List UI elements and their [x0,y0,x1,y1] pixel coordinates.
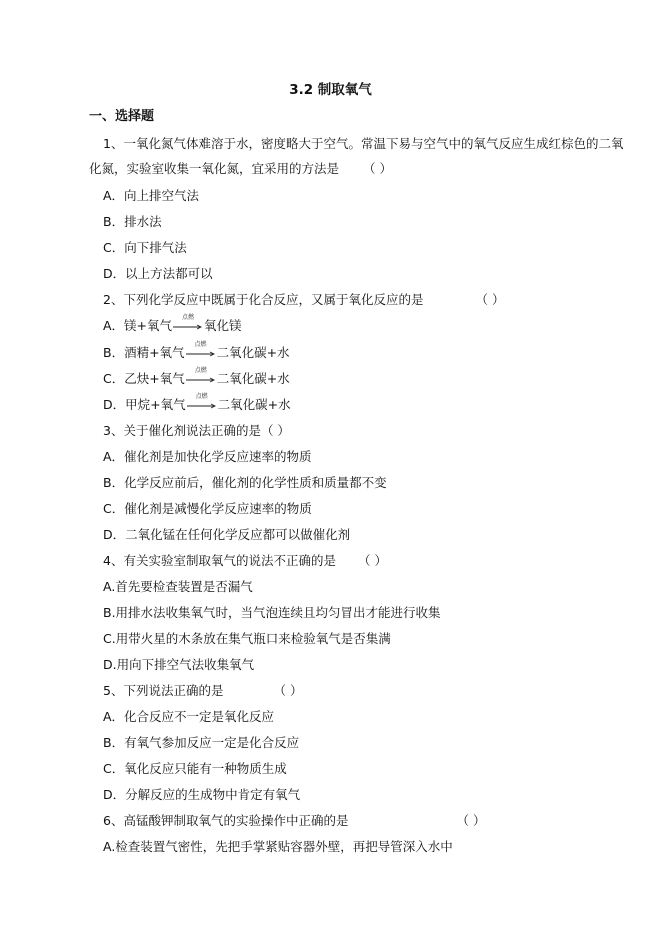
q1-stem-line1: 1、一氧化氮气体难溶于水，密度略大于空气。常温下易与空气中的氧气反应生成红棕色的二氧 [103,136,624,151]
q1-option-d: D．以上方法都可以 [103,266,213,281]
reaction-condition: 点燃 [182,314,195,321]
reaction-arrow-icon [186,367,216,385]
q2-d-reactants: D．甲烷+氧气 [103,397,186,412]
q5-option-c: C．氧化反应只能有一种物质生成 [103,761,287,776]
q2-stem [103,292,504,308]
q5-stem-text: 5、下列说法正确的是 [103,683,224,698]
q4-stem [103,553,387,569]
q3-stem: 3、关于催化剂说法正确的是（ ） [103,423,290,438]
q4-option-a: A.首先要检查装置是否漏气 [103,579,253,594]
q3-option-a: A．催化剂是加快化学反应速率的物质 [103,449,312,464]
q2-a-reactants: A．镁+氧气 [103,318,173,333]
q6-option-a: A.检查装置气密性，先把手掌紧贴容器外壁，再把导管深入水中 [103,839,453,854]
q5-answer-paren: （ ） [273,683,303,698]
q2-answer-paren: （ ） [475,292,505,307]
q2-d-products: 二氧化碳+水 [217,397,291,412]
q2-option-b [103,341,290,361]
q4-answer-paren: （ ） [357,553,387,568]
q2-c-products: 二氧化碳+水 [216,371,290,386]
q2-c-reactants: C．乙炔+氧气 [103,371,185,386]
page-title: 3.2 制取氧气 [289,82,372,98]
q3-option-d: D．二氧化锰在任何化学反应都可以做催化剂 [103,527,351,542]
q1-option-b: B．排水法 [103,214,162,229]
reaction-arrow-icon [186,341,216,359]
q2-stem-text: 2、下列化学反应中既属于化合反应，又属于氧化反应的是 [103,292,424,307]
reaction-arrow-icon [187,393,217,411]
q2-option-d [103,393,291,413]
reaction-condition: 点燃 [195,393,208,400]
q6-stem [103,813,485,829]
q2-option-c [103,367,290,387]
q2-option-a [103,314,242,334]
q6-stem-text: 6、高锰酸钾制取氧气的实验操作中正确的是 [103,813,349,828]
q4-option-b: B.用排水法收集氧气时，当气泡连续且均匀冒出才能进行收集 [103,605,441,620]
q2-b-reactants: B．酒精+氧气 [103,345,185,360]
q1-answer-paren: （ ） [363,161,392,176]
q2-a-products: 氧化镁 [204,318,242,333]
reaction-condition: 点燃 [194,341,207,348]
q1-option-c: C．向下排气法 [103,240,187,255]
q3-option-b: B．化学反应前后，催化剂的化学性质和质量都不变 [103,475,387,490]
q5-stem [103,683,302,699]
q5-option-d: D．分解反应的生成物中肯定有氧气 [103,787,301,802]
q4-option-d: D.用向下排空气法收集氧气 [103,657,255,672]
q1-option-a: A．向上排空气法 [103,188,200,203]
section-heading: 一、选择题 [89,109,155,124]
q6-answer-paren: （ ） [456,813,486,828]
q5-option-a: A．化合反应不一定是氧化反应 [103,709,275,724]
q1-stem-text: 化氮，实验室收集一氧化氮，宜采用的方法是 [89,161,340,176]
q2-b-products: 二氧化碳+水 [216,345,290,360]
q3-option-c: C．催化剂是减慢化学反应速率的物质 [103,501,312,516]
reaction-arrow-icon [173,314,203,332]
q4-option-c: C.用带火星的木条放在集气瓶口来检验氧气是否集满 [103,631,391,646]
q5-option-b: B．有氧气参加反应一定是化合反应 [103,735,300,750]
q1-stem-line2 [89,161,392,177]
reaction-condition: 点燃 [194,367,207,374]
q4-stem-text: 4、有关实验室制取氧气的说法不正确的是 [103,553,336,568]
